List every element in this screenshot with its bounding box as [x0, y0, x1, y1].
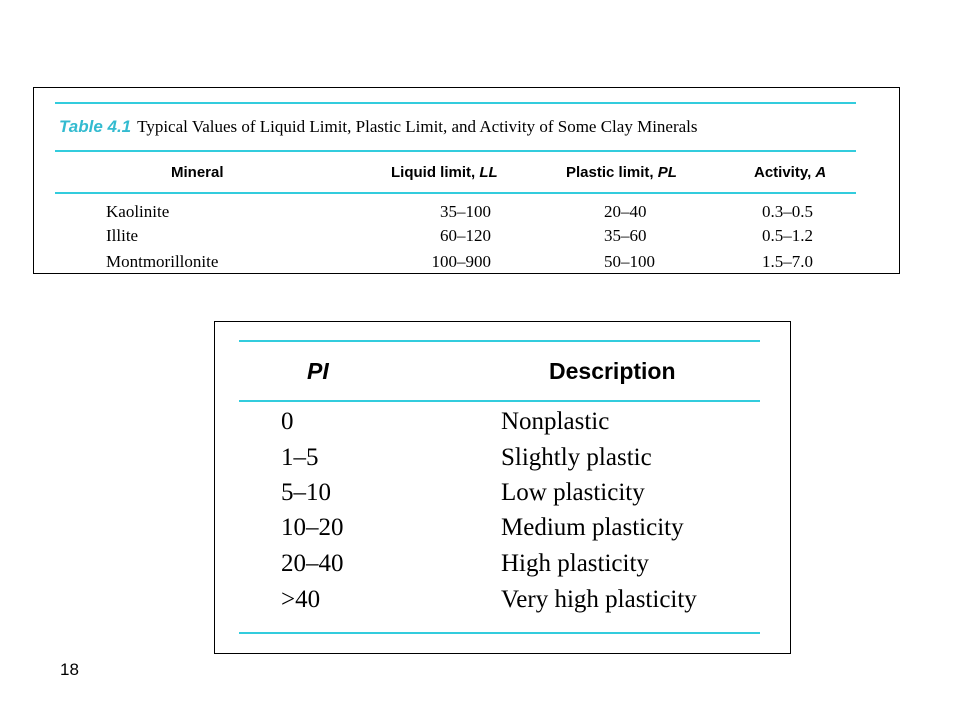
header-mineral: Mineral — [171, 164, 224, 181]
table-row — [215, 444, 790, 478]
table-top-rule — [239, 340, 760, 342]
cell-liquid-limit: 100–900 — [431, 252, 491, 271]
cell-description: Nonplastic — [501, 408, 610, 435]
header-liquid-limit: Liquid limit, LL — [391, 164, 498, 181]
table-row — [215, 408, 790, 442]
table-row — [34, 226, 899, 250]
table-row — [215, 479, 790, 513]
table-row — [215, 514, 790, 548]
header-description: Description — [549, 358, 676, 384]
page-number: 18 — [60, 660, 79, 679]
cell-activity: 1.5–7.0 — [762, 252, 813, 271]
cell-activity: 0.3–0.5 — [762, 202, 813, 221]
header-activity: Activity, A — [754, 164, 827, 181]
header-pi: PI — [307, 358, 329, 384]
cell-plastic-limit: 50–100 — [604, 252, 655, 271]
cell-pi: 20–40 — [281, 550, 344, 577]
cell-description: High plasticity — [501, 550, 649, 577]
header-bottom-rule — [55, 192, 856, 194]
table-row — [34, 202, 899, 226]
header-plastic-limit: Plastic limit, PL — [566, 164, 677, 181]
cell-description: Medium plasticity — [501, 514, 684, 541]
table-bottom-rule — [239, 632, 760, 634]
cell-pi: 1–5 — [281, 444, 319, 471]
table-label: Table 4.1 — [59, 117, 132, 136]
header-top-rule — [55, 150, 856, 152]
cell-pi: 10–20 — [281, 514, 344, 541]
cell-mineral: Kaolinite — [106, 202, 170, 221]
table-top-rule — [55, 102, 856, 104]
cell-liquid-limit: 35–100 — [440, 202, 491, 221]
cell-mineral: Montmorillonite — [106, 252, 219, 271]
plasticity-index-table — [214, 321, 791, 654]
table-caption — [59, 117, 698, 137]
cell-liquid-limit: 60–120 — [440, 226, 491, 245]
cell-description: Very high plasticity — [501, 586, 697, 613]
cell-pi: >40 — [281, 586, 321, 613]
cell-description: Slightly plastic — [501, 444, 652, 471]
cell-activity: 0.5–1.2 — [762, 226, 813, 245]
cell-description: Low plasticity — [501, 479, 645, 506]
cell-plastic-limit: 35–60 — [604, 226, 647, 245]
cell-plastic-limit: 20–40 — [604, 202, 647, 221]
table-row — [215, 550, 790, 584]
cell-pi: 0 — [281, 408, 294, 435]
table-row — [34, 252, 899, 276]
cell-mineral: Illite — [106, 226, 139, 245]
table-title: Typical Values of Liquid Limit, Plastic Limit, and Activity of Some Clay Minerals — [137, 117, 698, 136]
cell-pi: 5–10 — [281, 479, 331, 506]
header-bottom-rule — [239, 400, 760, 402]
table-row — [215, 586, 790, 620]
clay-minerals-table — [33, 87, 900, 274]
